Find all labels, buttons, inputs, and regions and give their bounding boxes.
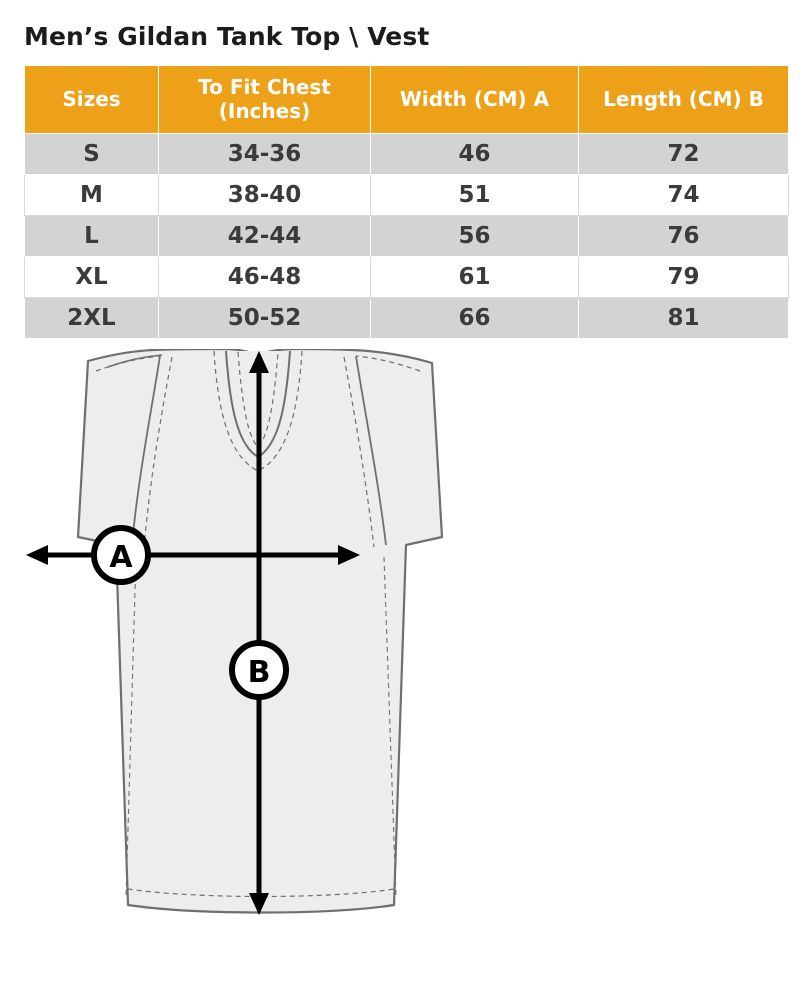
cell-size: 2XL xyxy=(25,297,159,338)
table-row xyxy=(25,174,789,215)
cell-size: M xyxy=(25,174,159,215)
cell-width: 51 xyxy=(371,174,579,215)
width-marker-label: A xyxy=(109,539,133,575)
column-header-sizes: Sizes xyxy=(25,66,159,134)
cell-chest: 42-44 xyxy=(159,215,371,256)
cell-length: 74 xyxy=(579,174,789,215)
cell-chest: 46-48 xyxy=(159,256,371,297)
cell-size: XL xyxy=(25,256,159,297)
cell-length: 72 xyxy=(579,133,789,174)
cell-width: 46 xyxy=(371,133,579,174)
length-marker-label: B xyxy=(247,654,271,690)
cell-size: L xyxy=(25,215,159,256)
table-body xyxy=(25,133,789,338)
length-marker-badge xyxy=(232,643,286,697)
cell-chest: 38-40 xyxy=(159,174,371,215)
cell-length: 81 xyxy=(579,297,789,338)
table-header xyxy=(25,66,789,134)
garment-diagram xyxy=(0,349,812,929)
cell-chest: 50-52 xyxy=(159,297,371,338)
cell-size: S xyxy=(25,133,159,174)
cell-width: 66 xyxy=(371,297,579,338)
cell-chest: 34-36 xyxy=(159,133,371,174)
column-header-length: Length (CM) B xyxy=(579,66,789,134)
cell-width: 56 xyxy=(371,215,579,256)
width-marker-badge xyxy=(94,528,148,582)
table-row xyxy=(25,256,789,297)
cell-width: 61 xyxy=(371,256,579,297)
table-row xyxy=(25,297,789,338)
table-header-row xyxy=(25,66,789,134)
column-header-width: Width (CM) A xyxy=(371,66,579,134)
size-chart-table xyxy=(24,65,789,339)
table-row xyxy=(25,133,789,174)
cell-length: 79 xyxy=(579,256,789,297)
page-title: Men’s Gildan Tank Top \ Vest xyxy=(24,22,430,51)
cell-length: 76 xyxy=(579,215,789,256)
table-row xyxy=(25,215,789,256)
column-header-chest: To Fit Chest (Inches) xyxy=(159,66,371,134)
